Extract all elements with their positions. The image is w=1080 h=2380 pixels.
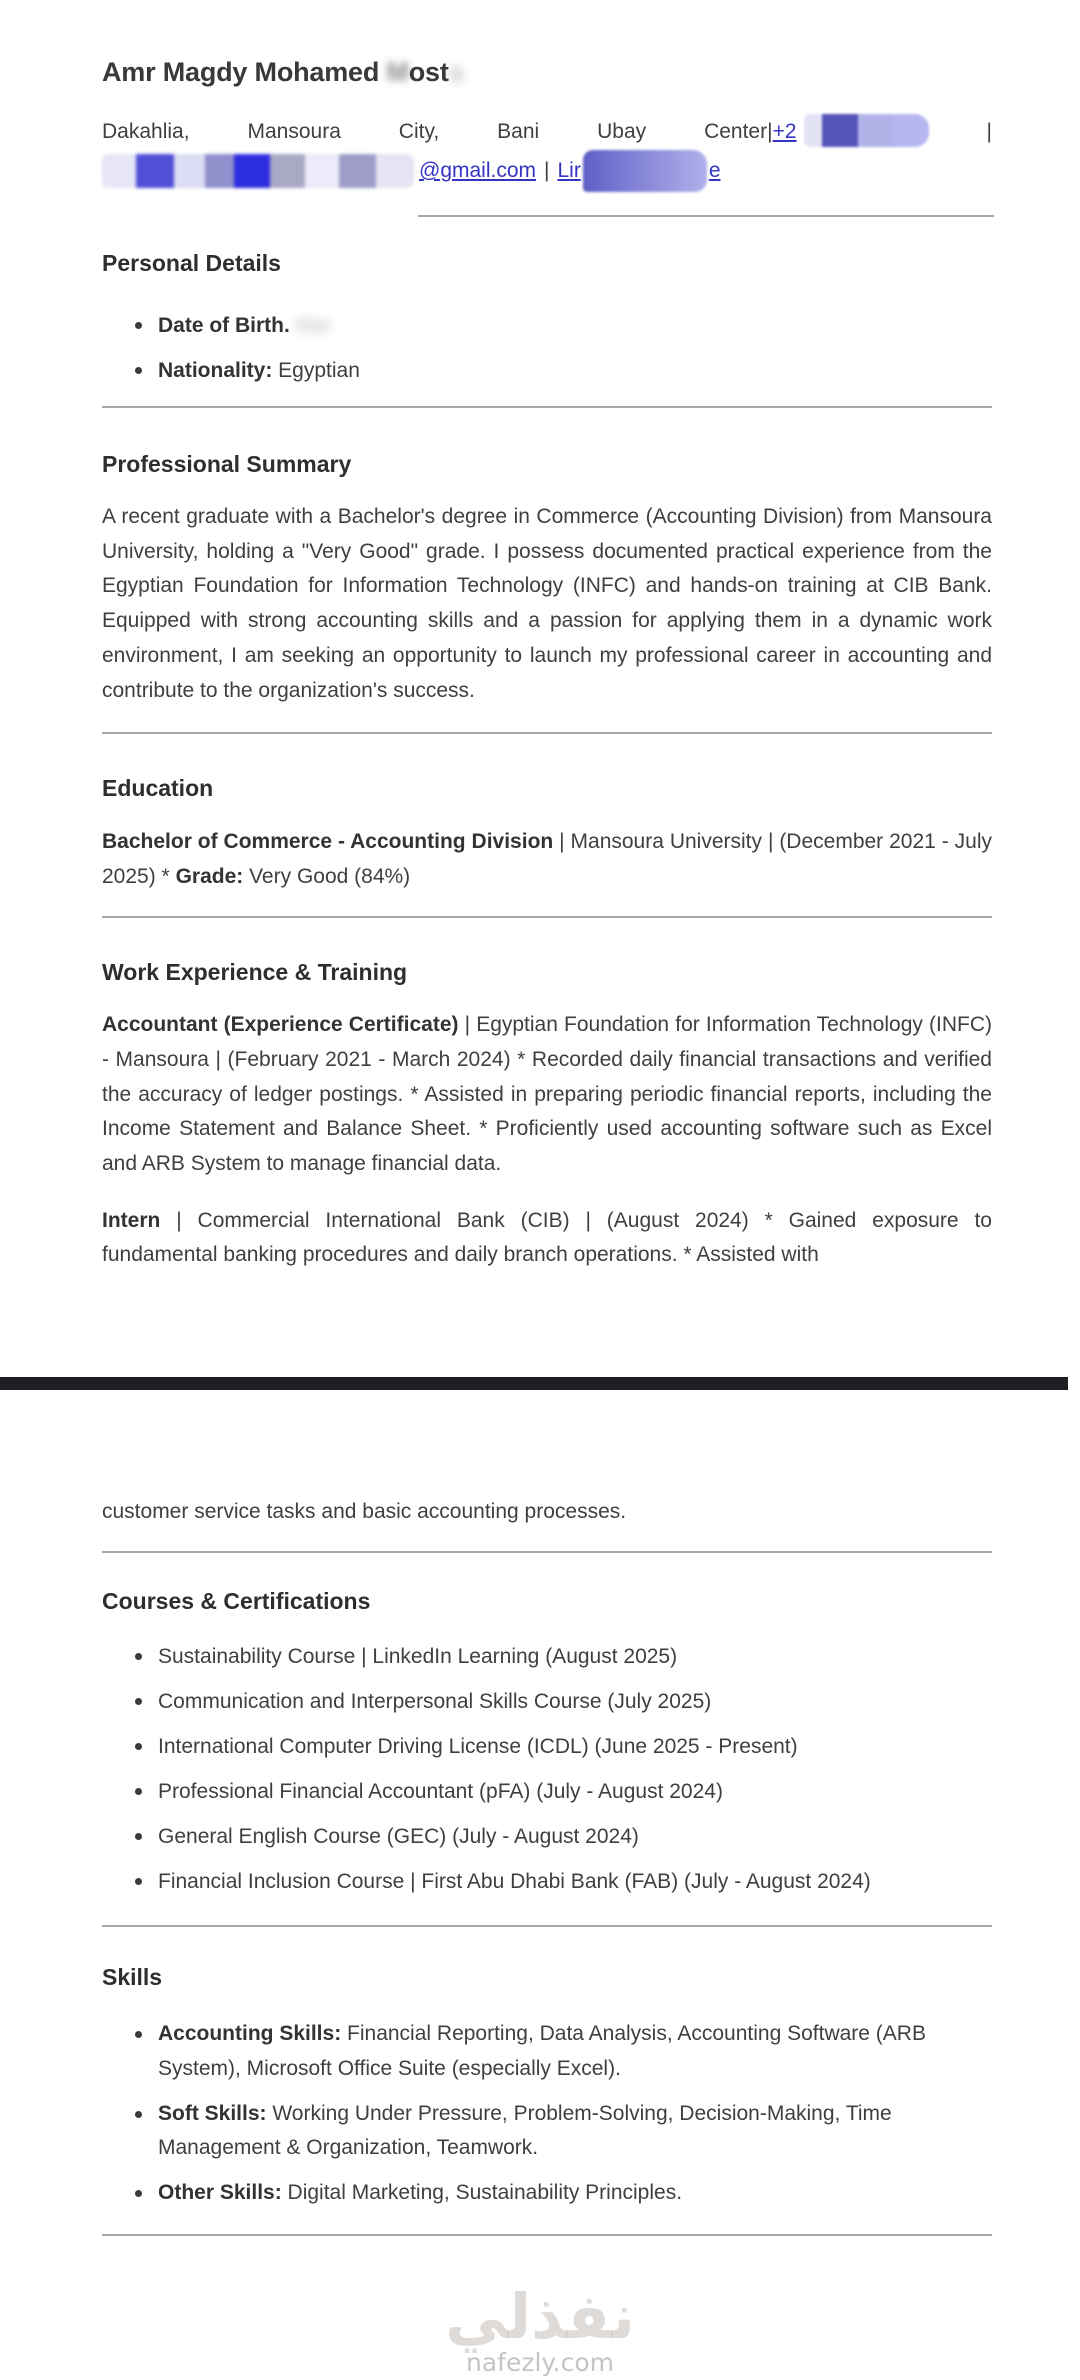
location-phone-group [704,114,928,150]
work-details: | Egyptian Foundation for Information Technology (INFC) - Mansoura | (February 2021 - March 2024) * Recorded daily financial transactions and verified the accuracy of ledger postings. * Assisted in preparing periodic financial reports, including the Income Statement and Balance Sheet. * Proficiently used accounting software such as Excel and ARB System to manage financial data. [102,1013,992,1176]
work-entry-continuation: customer service tasks and basic accounting processes. [102,1500,627,1524]
education-entry [102,824,992,894]
candidate-name-part1: Amr Magdy Mohamed [102,57,387,87]
section-divider [102,1925,992,1927]
contact-line-2 [102,150,992,192]
skill-label: Accounting Skills: [158,2022,342,2046]
education-grade-label: Grade: [175,865,244,889]
courses-list [102,1639,992,1899]
list-item-course: Financial Inclusion Course | First Abu Dhabi Bank (FAB) (July - August 2024) [102,1864,992,1899]
section-divider [102,732,992,734]
list-item-course: Communication and Interpersonal Skills Course (July 2025) [102,1684,992,1719]
education-grade-value: Very Good (84%) [243,865,411,889]
candidate-name [102,56,992,88]
dob-label: Date of Birth. [158,314,290,337]
section-divider [102,2234,992,2236]
section-divider [102,1551,992,1553]
contact-pipe: | [986,120,992,143]
candidate-name-redacted: M [386,57,409,87]
skills-list [102,2017,992,2211]
nationality-label: Nationality: [158,359,273,382]
candidate-name-part2: ost [408,57,449,87]
watermark-domain: nafezly.com [466,2348,614,2377]
skill-value: Digital Marketing, Sustainability Principles. [281,2180,683,2204]
location-token: City, [398,120,440,143]
phone-link[interactable]: +2 [772,120,797,143]
email-link[interactable]: @gmail.com [419,159,537,182]
location-token: Dakahlia, [102,120,190,143]
resume-page [0,56,1080,2236]
work-entry-intern [102,1204,992,1273]
skill-value: Financial Reporting, Data Analysis, Accounting Software (ARB System), Microsoft Office Suite (especially Excel). [158,2022,926,2080]
work-role: Accountant (Experience Certificate) [102,1013,459,1037]
section-divider [102,406,992,408]
list-item-dob [102,308,992,343]
linkedin-redaction [583,150,707,192]
location-token: Mansoura [247,120,341,143]
skill-value: Working Under Pressure, Problem-Solving, Decision-Making, Time Management & Organization, Teamwork. [158,2101,892,2160]
location-token: Ubay [597,120,647,143]
email-redaction [102,154,414,188]
personal-details-list [102,308,992,388]
work-entry-accountant [102,1008,992,1182]
contact-line-1 [102,114,992,150]
list-item-skill [102,2176,992,2211]
section-title-skills: Skills [102,1964,163,1991]
education-degree: Bachelor of Commerce - Accounting Division [102,830,554,854]
candidate-name-faded: a [448,57,464,87]
location-token: Bani [497,120,540,143]
list-item-course: General English Course (GEC) (July - August 2024) [102,1819,992,1854]
list-item-skill [102,2017,992,2086]
section-title-courses: Courses & Certifications [102,1588,371,1615]
dob-redacted-value: Mar [295,314,332,337]
skill-label: Other Skills: [158,2180,282,2204]
section-title-work-experience: Work Experience & Training [102,959,408,986]
section-divider [102,916,992,918]
phone-redaction [804,114,929,147]
page-break-bar [0,1377,1068,1390]
skill-label: Soft Skills: [158,2101,267,2125]
work-details: | Commercial International Bank (CIB) | (August 2024) * Gained exposure to fundamental banking procedures and daily branch operations. * Assisted with [102,1208,992,1267]
linkedin-link-start[interactable]: Lir [557,159,581,182]
header-divider [418,215,994,217]
contact-separator: | [544,159,550,182]
nationality-value: Egyptian [272,359,360,382]
section-title-professional-summary: Professional Summary [102,451,352,477]
linkedin-link-end[interactable]: e [708,159,721,182]
education-middle: | Mansoura University | (December 2021 - July 2025) * [102,830,992,889]
list-item-course: Professional Financial Accountant (pFA) (July - August 2024) [102,1774,992,1809]
work-role: Intern [102,1208,161,1232]
watermark-arabic-logo: نفذلي [445,2280,635,2353]
section-title-education: Education [102,775,214,802]
list-item-course: International Computer Driving License (ICDL) (June 2025 - Present) [102,1729,992,1764]
section-title-personal-details: Personal Details [102,250,281,276]
location-token: Center| [704,120,773,143]
list-item-course: Sustainability Course | LinkedIn Learning (August 2025) [102,1639,992,1674]
professional-summary-text: A recent graduate with a Bachelor's degree in Commerce (Accounting Division) from Mansoura University, holding a "Very Good" grade. I possess documented practical experience from the Egyptian Foundation for Information Technology (INFC) and hands-on training at CIB Bank. Equipped with strong accounting skills and a passion for applying them in a dynamic work environment, I am seeking an opportunity to launch my professional career in accounting and contribute to the organization's success. [102,505,992,702]
list-item-skill [102,2097,992,2166]
list-item-nationality [102,353,992,388]
